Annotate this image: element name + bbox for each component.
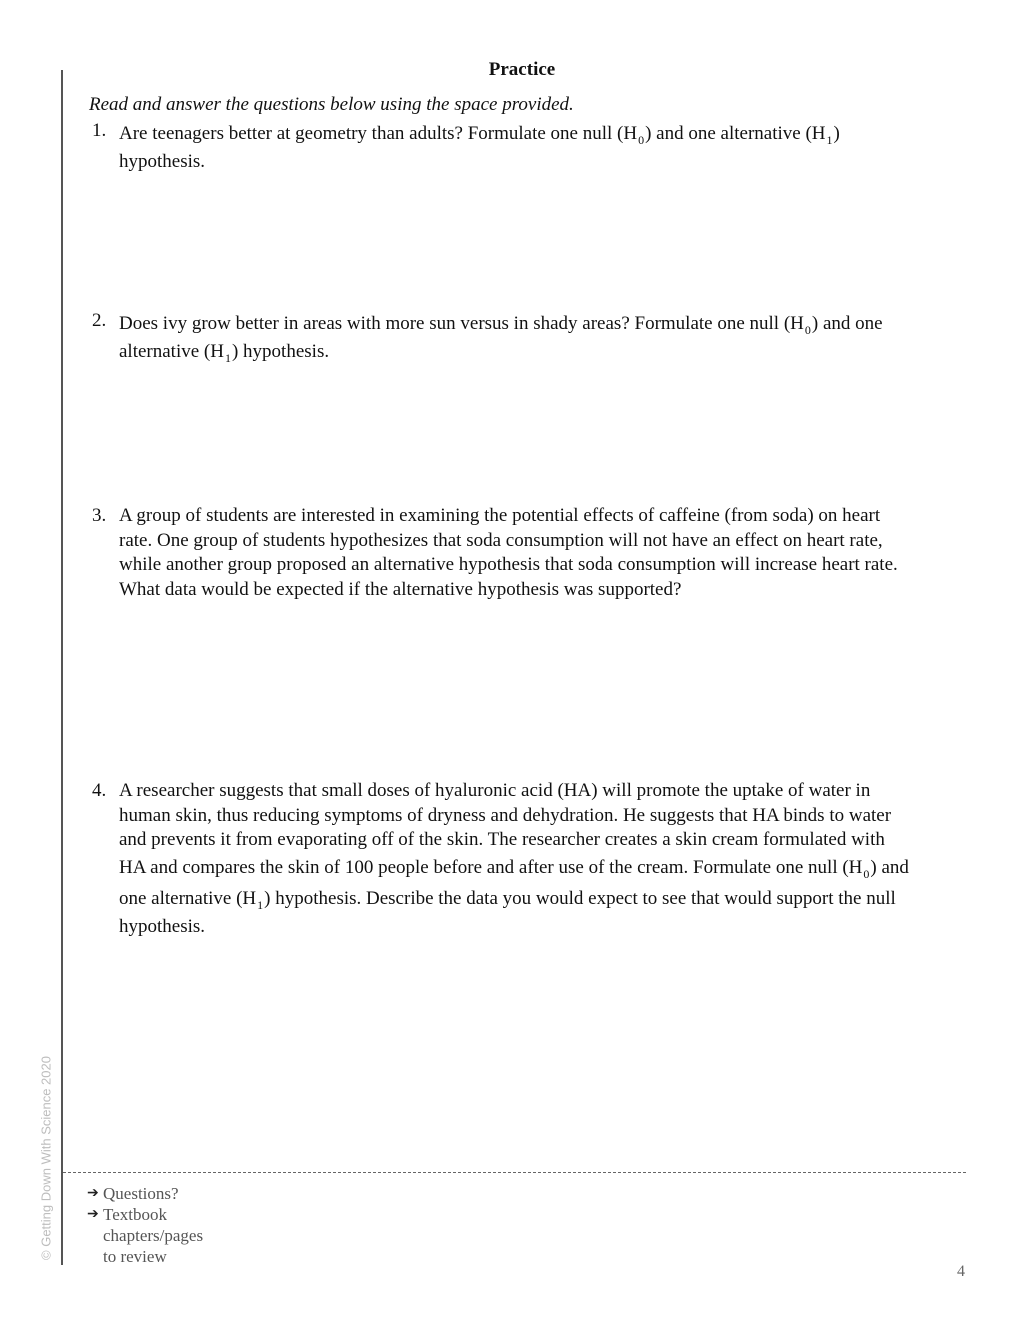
question-line: rate. One group of students hypothesizes that soda consumption will not have an effect on heart rate,: [119, 529, 883, 551]
subscript: 0: [863, 866, 870, 881]
question-1: [89, 119, 959, 175]
note-label: to review: [103, 1247, 167, 1266]
page-number: 4: [957, 1263, 965, 1280]
question-line: hypothesis.: [119, 151, 206, 172]
question-line: and prevents it from evaporating off of the skin. The researcher creates a skin cream formulated with: [119, 829, 885, 850]
question-4: [89, 779, 959, 939]
subscript: 0: [804, 323, 811, 337]
note-label: Questions?: [103, 1184, 179, 1203]
note-label: Textbook: [103, 1205, 167, 1224]
question-line: HA and compares the skin of 100 people before and after use of the cream. Formulate one null $(H_0)$ and: [119, 856, 909, 881]
question-line: while another group proposed an alternative hypothesis that soda consumption will increase heart rate.: [119, 554, 898, 575]
question-number: 2.: [92, 310, 107, 331]
note-questions: [87, 1183, 203, 1204]
note-textbook: [87, 1204, 203, 1225]
question-number: 1.: [92, 120, 107, 141]
note-label: chapters/pages: [103, 1226, 204, 1245]
question-2: [89, 309, 959, 366]
question-3: [89, 504, 959, 602]
question-line: Does ivy grow better in areas with more sun versus in shady areas? Formulate one null $(H_0)$ and one: [119, 313, 883, 337]
question-line: What data would be expected if the alternative hypothesis was supported?: [119, 578, 682, 600]
question-line: A group of students are interested in examining the potential effects of caffeine (from soda) on heart: [119, 505, 881, 526]
question-line: A researcher suggests that small doses of hyaluronic acid (HA) will promote the uptake of water in: [119, 780, 871, 801]
review-notes: [87, 1183, 203, 1267]
instructions: Read and answer the questions below using the space provided.: [89, 94, 574, 115]
question-line: human skin, thus reducing symptoms of dryness and dehydration. He suggests that HA binds to water: [119, 804, 892, 826]
question-text: [119, 119, 959, 175]
subscript: 1: [826, 133, 833, 147]
question-line: alternative $(H_1)$ hypothesis.: [119, 341, 330, 365]
question-number: 3.: [92, 505, 107, 526]
subscript: 1: [257, 897, 264, 912]
question-number: 4.: [92, 780, 107, 801]
question-line: one alternative $(H_1)$ hypothesis. Describe the data you would expect to see that would support the null: [119, 887, 896, 912]
subscript: 1: [224, 351, 231, 365]
footer-divider: [63, 1172, 966, 1173]
right-arrow-icon: ➔: [87, 1186, 99, 1201]
right-arrow-icon: ➔: [87, 1207, 99, 1222]
question-text: [119, 309, 959, 366]
page-title: Practice: [488, 59, 556, 80]
question-line: hypothesis.: [119, 915, 206, 937]
copyright-credit: © Getting Down With Science 2020: [38, 1056, 54, 1260]
question-line: Are teenagers better at geometry than adults? Formulate one null $(H_0)$ and one alternative $(H_1)$: [119, 123, 840, 147]
subscript: 0: [638, 133, 645, 147]
question-text: [119, 504, 959, 602]
left-margin-rule: [61, 70, 63, 1265]
question-text: [119, 779, 959, 939]
